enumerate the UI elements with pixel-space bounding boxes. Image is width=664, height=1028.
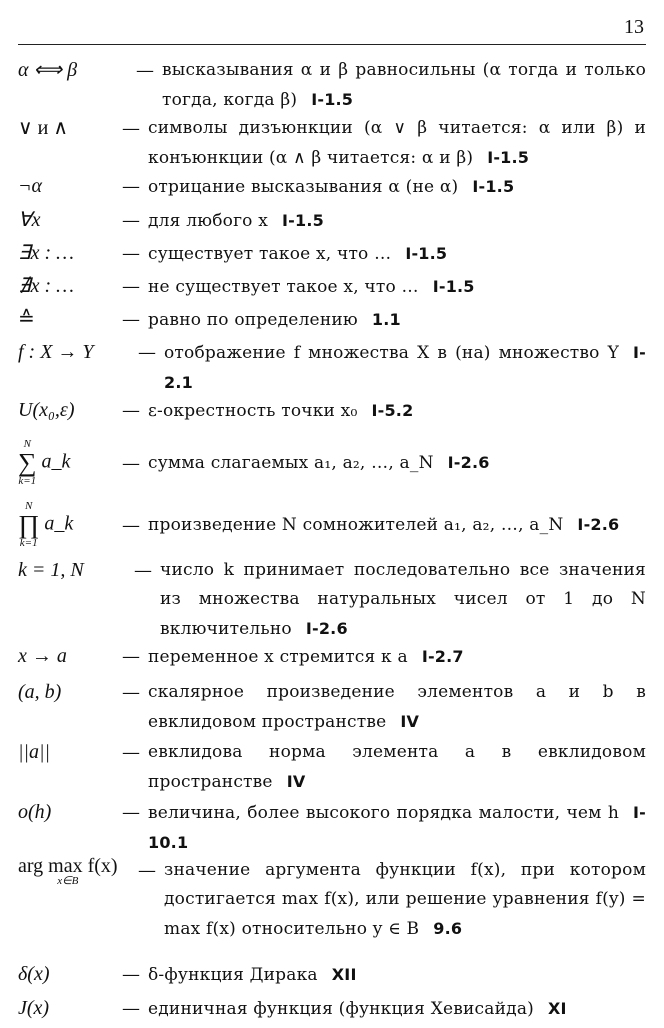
entry-description: не существует такое x, что … I-1.5 bbox=[148, 277, 475, 297]
entry-index-range bbox=[18, 556, 646, 642]
entry-dash: — bbox=[134, 560, 152, 581]
entry-reference: I-1.5 bbox=[472, 177, 515, 196]
entry-reference: I-1.5 bbox=[282, 211, 324, 230]
entry-disjunction bbox=[18, 114, 646, 172]
entry-symbol: x → a bbox=[18, 645, 67, 667]
entry-description: евклидова норма элемента a в евклидовом пространстве IV bbox=[148, 742, 646, 792]
entry-sum bbox=[18, 432, 646, 494]
entry-description: высказывания α и β равносильны (α тогда и только тогда, когда β) I-1.5 bbox=[162, 60, 646, 110]
entry-dash: — bbox=[122, 998, 140, 1019]
entry-reference: I-2.6 bbox=[305, 619, 348, 638]
entry-description: символы дизъюнкции (α ∨ β читается: α или β) и конъюнкции (α ∧ β читается: α и β) I-1.5 bbox=[148, 118, 646, 168]
entry-symbol: ¬α bbox=[18, 175, 42, 197]
entry-reference: IV bbox=[400, 712, 420, 731]
entry-product bbox=[18, 494, 646, 556]
entry-mapping bbox=[18, 338, 646, 396]
entry-description: переменное x стремится к a I-2.7 bbox=[148, 647, 464, 667]
entry-symbol: ∨ и ∧ bbox=[18, 117, 68, 139]
entry-inner-product bbox=[18, 678, 646, 738]
argmax-operator: arg max f(x) x∈B bbox=[18, 855, 118, 887]
entry-reference: I-2.6 bbox=[447, 453, 490, 472]
entry-description: отрицание высказывания α (не α) I-1.5 bbox=[148, 177, 515, 197]
entry-description: существует такое x, что … I-1.5 bbox=[148, 244, 448, 264]
entry-description: значение аргумента функции f(x), при котором достигается max f(x), или решение уравнения f(y) = max f(x) относительно y ∈ B 9.6 bbox=[164, 860, 646, 939]
entry-dash: — bbox=[122, 514, 140, 536]
entry-symbol: ∄x : … bbox=[18, 275, 74, 297]
entry-reference: IV bbox=[286, 772, 306, 791]
entry-reference: I-1.5 bbox=[405, 244, 448, 263]
entry-description: равно по определению 1.1 bbox=[148, 310, 401, 330]
entry-reference: I-10.1 bbox=[148, 803, 646, 852]
entry-dash: — bbox=[122, 646, 140, 667]
entry-reference: I-5.2 bbox=[371, 401, 414, 420]
entry-symbol: δ(x) bbox=[18, 963, 50, 985]
entry-argmax bbox=[18, 856, 646, 960]
entry-description: единичная функция (функция Хевисайда) XI bbox=[148, 999, 567, 1019]
entry-reference: I-2.6 bbox=[577, 515, 620, 534]
entry-symbol: U(x₀,ε) bbox=[18, 399, 75, 421]
entry-reference: XI bbox=[547, 999, 567, 1018]
entry-symbol: (a, b) bbox=[18, 681, 62, 703]
entry-symbol: ||a|| bbox=[18, 741, 50, 763]
entry-reference: I-1.5 bbox=[487, 148, 530, 167]
entry-negation bbox=[18, 172, 646, 206]
entry-symbol: N ∏ k=1 a_k bbox=[18, 500, 74, 549]
entry-norm bbox=[18, 738, 646, 798]
entry-reference: 9.6 bbox=[433, 919, 463, 938]
entry-dash: — bbox=[122, 176, 140, 197]
entry-symbol: ≙ bbox=[18, 308, 35, 330]
entry-definition bbox=[18, 305, 646, 338]
entry-description: ε-окрестность точки x₀ I-5.2 bbox=[148, 401, 414, 421]
entry-symbol: α ⟺ β bbox=[18, 59, 78, 81]
entry-description: для любого x I-1.5 bbox=[148, 211, 324, 231]
entry-description: число k принимает последовательно все значения из множества натуральных чисел от 1 до N включительно I-2.6 bbox=[160, 560, 646, 639]
entry-equivalence bbox=[18, 56, 646, 114]
entry-symbol: k = 1, N bbox=[18, 559, 84, 581]
entry-reference: I-2.7 bbox=[421, 647, 464, 666]
entry-reference: XII bbox=[331, 965, 357, 984]
entry-exists bbox=[18, 239, 646, 272]
sum-operator: N ∑ k=1 bbox=[18, 438, 37, 487]
entry-small-o bbox=[18, 798, 646, 856]
entry-symbol: ∃x : … bbox=[18, 242, 74, 264]
entry-reference: I-1.5 bbox=[432, 277, 475, 296]
entry-dash: — bbox=[122, 243, 140, 264]
entry-reference: I-1.5 bbox=[311, 90, 354, 109]
entry-symbol: J(x) bbox=[18, 997, 50, 1019]
entry-reference: 1.1 bbox=[371, 310, 401, 329]
entry-description: δ-функция Дирака XII bbox=[148, 965, 357, 985]
entry-limit bbox=[18, 642, 646, 678]
page-number: 13 bbox=[624, 16, 644, 38]
entry-dash: — bbox=[122, 682, 140, 703]
entry-description: скалярное произведение элементов a и b в евклидовом пространстве IV bbox=[148, 682, 646, 732]
entry-dash: — bbox=[138, 342, 156, 363]
entry-dash: — bbox=[122, 276, 140, 297]
entry-dirac bbox=[18, 960, 646, 994]
header-rule bbox=[18, 44, 646, 45]
entry-dash: — bbox=[122, 400, 140, 421]
entry-symbol: f : X → Y bbox=[18, 341, 94, 363]
entry-dash: — bbox=[122, 118, 140, 139]
entry-symbol: o(h) bbox=[18, 801, 52, 823]
entry-dash: — bbox=[122, 802, 140, 823]
notation-list bbox=[18, 56, 646, 1028]
product-operator: N ∏ k=1 bbox=[18, 500, 40, 549]
entry-description: сумма слагаемых a₁, a₂, …, a_N I-2.6 bbox=[148, 453, 490, 473]
entry-dash: — bbox=[136, 60, 154, 81]
entry-neighborhood bbox=[18, 396, 646, 432]
entry-dash: — bbox=[122, 210, 140, 231]
entry-dash: — bbox=[138, 860, 156, 881]
entry-description: величина, более высокого порядка малости, чем h I-10.1 bbox=[148, 803, 646, 852]
entry-dash: — bbox=[122, 452, 140, 474]
entry-reference: I-2.1 bbox=[164, 343, 646, 392]
entry-dash: — bbox=[122, 964, 140, 985]
entry-symbol bbox=[18, 856, 130, 887]
entry-forall bbox=[18, 206, 646, 239]
entry-heaviside bbox=[18, 994, 646, 1028]
entry-symbol: N ∑ k=1 a_k bbox=[18, 438, 71, 487]
entry-description: отображение f множества X в (на) множество Y I-2.1 bbox=[164, 343, 646, 392]
entry-not-exists bbox=[18, 272, 646, 305]
entry-dash: — bbox=[122, 309, 140, 330]
entry-symbol: ∀x bbox=[18, 209, 41, 231]
entry-dash: — bbox=[122, 742, 140, 763]
entry-description: произведение N сомножителей a₁, a₂, …, a_N I-2.6 bbox=[148, 515, 620, 535]
